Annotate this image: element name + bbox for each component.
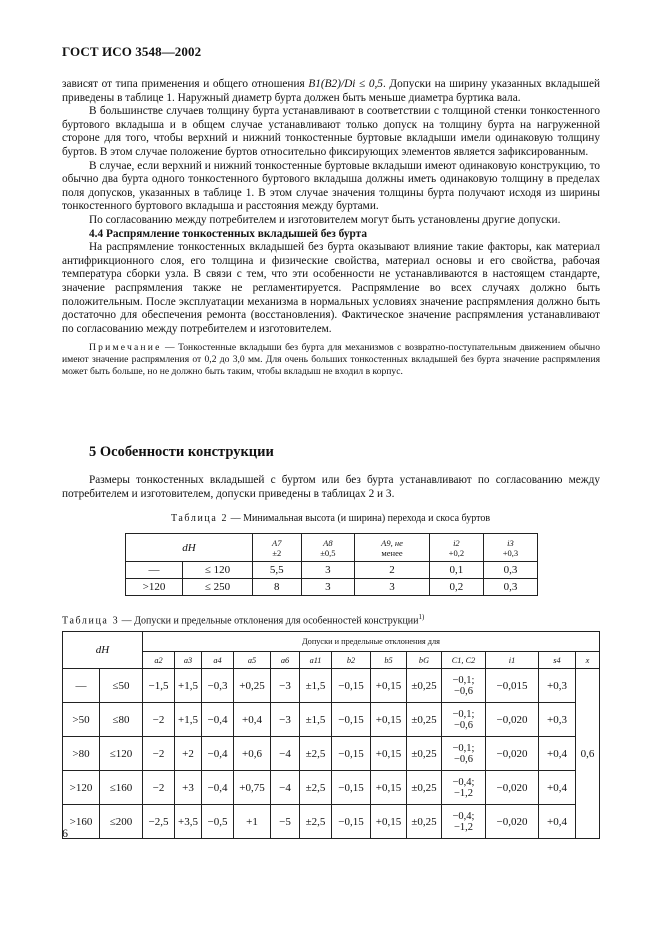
formula-b1-b2-di: B1(B2)/Di ≤ 0,5 <box>308 78 383 90</box>
table-cell: −2 <box>143 737 175 771</box>
table-cell: ≤50 <box>100 669 143 703</box>
table-cell: — <box>126 562 183 579</box>
table-3-col-x <box>576 652 600 669</box>
col-label: a5 <box>247 655 257 665</box>
table-cell: +0,15 <box>371 737 407 771</box>
table-cell: +0,4 <box>539 771 576 805</box>
col-label: a3 <box>183 655 193 665</box>
col-label: a2 <box>154 655 163 665</box>
table-3-col-b5 <box>371 652 407 669</box>
c-lower: −0,6 <box>453 753 474 765</box>
table-cell <box>442 669 486 703</box>
table-2-header-i2 <box>429 534 483 562</box>
table-cell: >160 <box>63 805 100 839</box>
table-cell: ≤80 <box>100 703 143 737</box>
document-header: ГОСТ ИСО 3548—2002 <box>62 44 202 59</box>
note <box>62 342 600 378</box>
table-cell: −0,15 <box>332 669 371 703</box>
table-cell: 0,3 <box>483 579 537 596</box>
section-5-heading: 5 Особенности конструкции <box>89 444 274 460</box>
table-cell: +0,3 <box>539 703 576 737</box>
table-cell: −1,5 <box>143 669 175 703</box>
paragraph-3: В случае, если верхний и нижний тонкостенные буртовые вкладыши имеют одинаковую конструкцию, то обычно два бурта одного тонкостенного буртового вкладыша должны иметь одинаковую толщину в пределах поля допусков, указанных в таблице 1. В этом случае значения толщины бурта получают исходя из ширины тонкостенного буртового вкладыша и расстояния между буртами. <box>62 159 600 213</box>
table-cell: −0,020 <box>486 805 539 839</box>
table-cell: ±0,25 <box>407 703 442 737</box>
table-row <box>63 771 600 805</box>
table-cell: −4 <box>271 737 300 771</box>
table-cell: +0,25 <box>234 669 271 703</box>
col-label: x <box>585 655 590 665</box>
table-cell: −4 <box>271 771 300 805</box>
table-3-caption <box>62 613 424 626</box>
table-2-caption <box>0 513 661 524</box>
table-cell: −5 <box>271 805 300 839</box>
body-text <box>62 78 600 378</box>
table-3-header-row-1 <box>63 632 600 652</box>
table-3 <box>62 631 600 839</box>
table-row <box>126 562 538 579</box>
table-2-a7-tol: ±2 <box>272 547 282 558</box>
table-cell: 5,5 <box>253 562 302 579</box>
table-cell: >120 <box>126 579 183 596</box>
table-cell: 0,1 <box>429 562 483 579</box>
table-cell: ±1,5 <box>300 703 332 737</box>
table-2-i2-label: i2 <box>453 537 460 548</box>
table-cell: −2,5 <box>143 805 175 839</box>
table-cell: −3 <box>271 703 300 737</box>
table-cell: 3 <box>301 562 355 579</box>
note-text: — Тонкостенные вкладыши без бурта для механизмов с возвратно-поступательным движением обычно имеют значение распрямления от 0,2 до 3,0 мм. Для очень больших тонкостенных вкладышей без бурта значение распрямления может быть больше, но не должно быть таким, чтобы вкладыш не входил в корпус. <box>62 342 600 378</box>
table-2-header-a7 <box>253 534 302 562</box>
col-label: i1 <box>508 655 516 665</box>
table-cell: — <box>63 669 100 703</box>
table-3-col-b2 <box>332 652 371 669</box>
table-2-header-row <box>126 534 538 562</box>
section-5-text <box>62 474 600 501</box>
table-cell: ≤ 120 <box>183 562 253 579</box>
table-cell <box>442 703 486 737</box>
table-cell: 0,3 <box>483 562 537 579</box>
table-cell <box>442 805 486 839</box>
table-cell: +0,15 <box>371 703 407 737</box>
table-cell: 8 <box>253 579 302 596</box>
table-cell: +1 <box>234 805 271 839</box>
table-cell: +0,15 <box>371 771 407 805</box>
table-cell: 3 <box>355 579 430 596</box>
table-3-col-a4 <box>202 652 234 669</box>
table-cell: −0,4 <box>202 703 234 737</box>
table-cell: +0,6 <box>234 737 271 771</box>
table-cell: +0,15 <box>371 669 407 703</box>
table-3-col-c1-c2 <box>442 652 486 669</box>
table-cell: >50 <box>63 703 100 737</box>
table-2-label: Таблица 2 <box>170 513 229 524</box>
table-cell: +1,5 <box>175 703 202 737</box>
col-label: b2 <box>346 655 356 665</box>
table-cell: −0,020 <box>486 737 539 771</box>
table-cell: −0,015 <box>486 669 539 703</box>
c-upper: −0,1; <box>452 708 475 720</box>
table-cell: −0,020 <box>486 771 539 805</box>
note-label: Примечание <box>89 342 162 354</box>
col-label: C1, C2 <box>451 655 476 665</box>
table-cell: >120 <box>63 771 100 805</box>
paragraph-1 <box>62 78 600 105</box>
table-cell: +0,15 <box>371 805 407 839</box>
table-cell: −0,4 <box>202 771 234 805</box>
table-cell: +2 <box>175 737 202 771</box>
table-cell: ≤ 250 <box>183 579 253 596</box>
table-cell: −0,020 <box>486 703 539 737</box>
col-label: a6 <box>280 655 290 665</box>
table-cell: −2 <box>143 771 175 805</box>
table-cell: ±0,25 <box>407 771 442 805</box>
col-label: s4 <box>553 655 561 665</box>
table-cell: ≤160 <box>100 771 143 805</box>
table-cell: +0,4 <box>234 703 271 737</box>
table-cell: −0,15 <box>332 703 371 737</box>
table-3-col-s4 <box>539 652 576 669</box>
table-2-a8-label: A8 <box>323 537 333 548</box>
table-2 <box>125 533 538 596</box>
table-3-col-a6 <box>271 652 300 669</box>
table-cell: 3 <box>301 579 355 596</box>
table-cell: ±0,25 <box>407 805 442 839</box>
section-5-paragraph: Размеры тонкостенных вкладышей с буртом или без бурта устанавливают по согласованию между потребителем и изготовителем, допуски приведены в таблицах 2 и 3. <box>62 474 600 500</box>
table-2-i2-tol: +0,2 <box>448 547 465 558</box>
table-2-a9-label: A9, не <box>381 537 403 548</box>
col-label: b5 <box>384 655 393 665</box>
table-2-i3-tol: +0,3 <box>502 547 519 558</box>
table-2-header-dn <box>126 534 253 562</box>
table-cell: +0,4 <box>539 805 576 839</box>
table-cell: ±0,25 <box>407 669 442 703</box>
table-cell: −3 <box>271 669 300 703</box>
table-3-col-a5 <box>234 652 271 669</box>
table-cell: ±1,5 <box>300 669 332 703</box>
page-number: 6 <box>62 826 68 840</box>
col-label: a11 <box>309 655 322 665</box>
table-3-col-a2 <box>143 652 175 669</box>
table-cell: −0,3 <box>202 669 234 703</box>
table-cell: ±0,25 <box>407 737 442 771</box>
table-cell: 2 <box>355 562 430 579</box>
table-cell: ±2,5 <box>300 805 332 839</box>
table-cell: +1,5 <box>175 669 202 703</box>
table-2-a9-min: менее <box>381 547 403 558</box>
table-cell: >80 <box>63 737 100 771</box>
c-lower: −1,2 <box>453 787 474 799</box>
table-2-i3-label: i3 <box>507 537 514 548</box>
table-cell: ≤120 <box>100 737 143 771</box>
paragraph-1-start: зависят от типа применения и общего отношения <box>62 78 309 90</box>
table-2-header-a9 <box>355 534 430 562</box>
table-3-header-span: Допуски и предельные отклонения для <box>143 632 600 652</box>
table-3-col-a11 <box>300 652 332 669</box>
table-cell: −2 <box>143 703 175 737</box>
table-cell: −0,15 <box>332 771 371 805</box>
table-3-footnote-mark: 1) <box>418 613 425 621</box>
table-3-col-i1 <box>486 652 539 669</box>
table-2-a8-tol: ±0,5 <box>320 547 336 558</box>
c-lower: −0,6 <box>453 685 474 697</box>
table-cell: +0,75 <box>234 771 271 805</box>
table-2-dn-label: dH <box>182 541 196 554</box>
table-cell <box>442 771 486 805</box>
table-3-title: — Допуски и предельные отклонения для особенностей конструкции <box>119 615 419 627</box>
table-cell: ±2,5 <box>300 771 332 805</box>
c-upper: −0,1; <box>452 742 475 754</box>
c-upper: −0,4; <box>452 776 475 788</box>
table-cell: +3 <box>175 771 202 805</box>
paragraph-2: В большинстве случаев толщину бурта устанавливают в соответствии с толщиной стенки тонкостенного буртового вкладыша и в общем случае устанавливают только допуск на толщину бурта на нагруженной стороне для того, чтобы верхний и нижний тонкостенные буртовые вкладыши имели одинаковую толщину буртов. В этом случае положение буртов относительно фиксирующих элементов является зафиксированным. <box>62 105 600 158</box>
table-3-col-bg <box>407 652 442 669</box>
table-3-header-row-2 <box>63 652 600 669</box>
c-lower: −1,2 <box>453 821 474 833</box>
table-2-header-a8 <box>301 534 355 562</box>
table-row <box>63 669 600 703</box>
subsection-4-4-heading: 4.4 Распрямление тонкостенных вкладышей без бурта <box>89 227 367 240</box>
col-label: bG <box>418 655 430 665</box>
table-3-col-a3 <box>175 652 202 669</box>
table-cell: +0,4 <box>539 737 576 771</box>
table-2-a7-label: A7 <box>272 537 282 548</box>
table-cell: ≤200 <box>100 805 143 839</box>
table-3-x-value: 0,6 <box>576 669 600 839</box>
c-lower: −0,6 <box>453 719 474 731</box>
c-upper: −0,1; <box>452 674 475 686</box>
table-cell <box>442 737 486 771</box>
table-3-label: Таблица 3 <box>62 615 120 627</box>
table-3-dn-label: dH <box>95 644 110 656</box>
table-cell: −0,15 <box>332 737 371 771</box>
table-cell: ±2,5 <box>300 737 332 771</box>
paragraph-1-end: . Допуски на ширину указанных вкладышей приведены в таблице 1. Наружный диаметр бурта должен быть меньше диаметра буртика вала. <box>62 78 601 104</box>
col-label: a4 <box>213 655 222 665</box>
table-2-header-i3 <box>483 534 537 562</box>
table-3-header-dn <box>63 632 143 669</box>
table-cell: −0,5 <box>202 805 234 839</box>
table-row <box>63 805 600 839</box>
table-cell: 0,2 <box>429 579 483 596</box>
table-row <box>63 703 600 737</box>
table-row <box>63 737 600 771</box>
table-cell: +3,5 <box>175 805 202 839</box>
table-cell: −0,15 <box>332 805 371 839</box>
table-row <box>126 579 538 596</box>
paragraph-4: По согласованию между потребителем и изготовителем могут быть установлены другие допуски. <box>89 213 561 226</box>
table-cell: −0,4 <box>202 737 234 771</box>
c-upper: −0,4; <box>452 810 475 822</box>
table-cell: +0,3 <box>539 669 576 703</box>
paragraph-5: На распрямление тонкостенных вкладышей без бурта оказывают влияние такие факторы, как материал антифрикционного слоя, его толщина и физические свойства, материал основы и его свойства, рабочая температура сборки узла. В связи с тем, что эти особенности не устанавливаются в настоящем стандарте, значение распрямления также не регламентируется. Распрямление во всех случаях должно быть положительным. После эксплуатации механизма в нормальных условиях значение распрямления должно быть достаточно для обеспечения ремонта (восстановления). Фактическое значение распрямления устанавливают по согласованию между потребителем и изготовителем. <box>62 241 600 335</box>
table-2-title: — Минимальная высота (и ширина) перехода и скоса буртов <box>228 513 491 524</box>
